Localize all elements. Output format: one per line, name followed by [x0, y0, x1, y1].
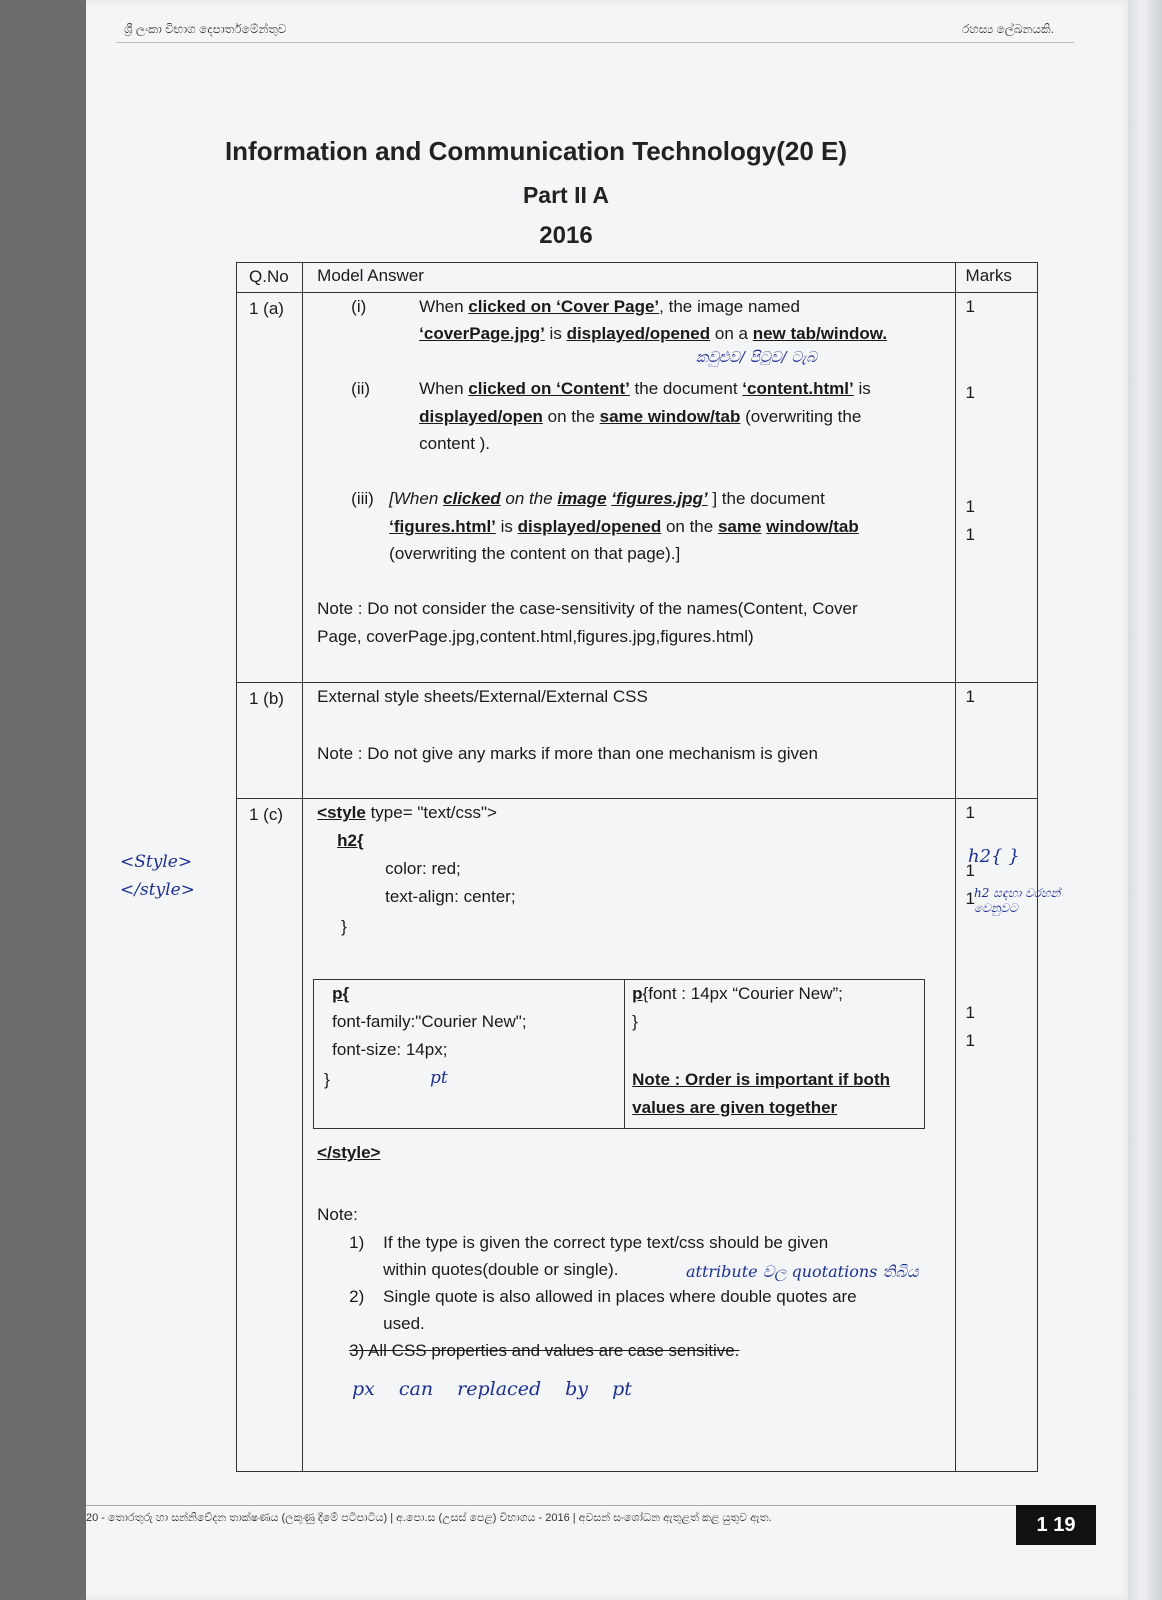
doc-title: Information and Communication Technology(20 E) — [224, 136, 848, 166]
handwritten-note: px can replaced by pt — [352, 1378, 632, 1400]
answer-line: ‘coverPage.jpg’ is displayed/opened on a new tab/window. — [419, 324, 888, 343]
mark: 1 — [965, 383, 976, 402]
code-line: color: red; — [385, 859, 461, 878]
note-num: 1) — [349, 1233, 365, 1252]
header-qno: Q.No — [249, 267, 289, 286]
css-alternatives-box — [313, 979, 925, 1129]
note-text: used. — [383, 1314, 425, 1333]
handwritten-note: </style> — [120, 880, 195, 900]
table-row — [237, 683, 1038, 799]
mark: 1 — [965, 297, 976, 316]
note-title: Note: — [317, 1205, 358, 1224]
handwritten-note: attribute වල quotations තිබිය — [686, 1262, 919, 1281]
answer-1c — [303, 799, 954, 1471]
answer-line: External style sheets/External/External CSS — [317, 687, 648, 706]
item-num: (ii) — [351, 379, 371, 398]
note-text: Note : Do not give any marks if more than one mechanism is given — [317, 744, 818, 763]
header-confidential: රහස්‍ය ලේඛනයකි. — [962, 22, 1054, 36]
note-text: If the type is given the correct type text/css should be given — [383, 1233, 829, 1252]
answer-line: [When clicked on the image ‘figures.jpg’ ] the document — [389, 489, 825, 508]
note-text: Page, coverPage.jpg,content.html,figures.jpg,figures.html) — [317, 627, 754, 646]
note-text: Note : Do not consider the case-sensitivity of the names(Content, Cover — [317, 599, 858, 618]
qno-1a: 1 (a) — [249, 299, 284, 318]
answer-line: When clicked on ‘Cover Page’, the image named — [419, 297, 800, 316]
table-header-row — [237, 263, 1038, 293]
code-line: font-size: 14px; — [332, 1040, 448, 1059]
code-line: } — [341, 917, 347, 936]
handwritten-note: කවුළුව/ පිටුව/ ටැබ — [696, 348, 817, 366]
handwritten-note: pt — [430, 1068, 448, 1088]
box-divider — [624, 980, 625, 1128]
answer-line: content ). — [419, 434, 491, 453]
qno-1c: 1 (c) — [249, 805, 283, 824]
footer-text: 20 - තොරතුරු හා සන්නිවේදන තාක්ෂණය (ලකුණු දීමේ පටිපාටිය) | අ.පො.ස (උසස් පෙළ) විභාගය - 2016 | අවසන් සංශෝධන ඇතුළත් කළ යුතුව ඇත. — [86, 1512, 772, 1524]
doc-year: 2016 — [539, 222, 593, 249]
handwritten-note: h2{ } — [968, 846, 1020, 867]
mark: 1 — [965, 1031, 976, 1050]
qno-1b: 1 (b) — [249, 689, 284, 708]
answer-line: ‘figures.html’ is displayed/opened on the same window/tab — [389, 517, 859, 536]
mark: 1 — [965, 1003, 976, 1022]
code-line: font-family:"Courier New"; — [332, 1012, 527, 1031]
page-edge-shadow — [1128, 0, 1162, 1600]
mark: 1 — [965, 497, 976, 516]
page-number: 1 19 — [1016, 1505, 1096, 1545]
code-line: p{ — [332, 984, 350, 1003]
item-num: (i) — [351, 297, 367, 316]
note-num: 2) — [349, 1287, 365, 1306]
answer-1a — [303, 293, 954, 682]
code-line: </style> — [317, 1143, 381, 1162]
doc-subtitle: Part II A — [522, 182, 610, 208]
header-department: ශ්‍රී ලංකා විභාග දෙපාර්තමේන්තුව — [124, 22, 287, 36]
mark: 1 — [965, 687, 976, 706]
marks-1a — [956, 293, 1037, 682]
mark: 1 — [965, 803, 976, 822]
code-line: h2{ — [337, 831, 364, 850]
code-line: } — [324, 1070, 330, 1089]
code-line: text-align: center; — [385, 887, 516, 906]
answer-line: When clicked on ‘Content’ the document ‘content.html’ is — [419, 379, 871, 398]
item-num: (iii) — [351, 489, 374, 508]
answer-1b — [303, 683, 954, 798]
mark: 1 — [965, 861, 976, 880]
note-text: within quotes(double or single). — [383, 1260, 619, 1279]
answer-line: (overwriting the content on that page).] — [389, 544, 681, 563]
mark: 1 — [965, 889, 976, 908]
handwritten-note: <Style> — [120, 852, 193, 872]
note-text: Single quote is also allowed in places where double quotes are — [383, 1287, 857, 1306]
mark: 1 — [965, 525, 976, 544]
marking-scheme-table — [236, 262, 1038, 1472]
note-text-struck: 3) All CSS properties and values are case sensitive. — [349, 1341, 740, 1360]
header-answer: Model Answer — [317, 266, 424, 285]
note-text: Note : Order is important if both — [632, 1070, 890, 1089]
code-line: <style type= "text/css"> — [317, 803, 497, 822]
answer-line: displayed/open on the same window/tab (overwriting the — [419, 407, 862, 426]
table-row — [237, 799, 1038, 1472]
table-row — [237, 293, 1038, 683]
footer-rule — [86, 1505, 1074, 1506]
code-line: p{font : 14px “Courier New”; — [632, 984, 843, 1003]
header-marks: Marks — [965, 266, 1012, 285]
exam-page — [86, 0, 1134, 1600]
handwritten-note: h2 සඳහා වරහන් වෙනුවට — [974, 886, 1061, 915]
header-rule — [116, 42, 1074, 43]
note-text: values are given together — [632, 1098, 838, 1117]
code-line: } — [632, 1012, 638, 1031]
